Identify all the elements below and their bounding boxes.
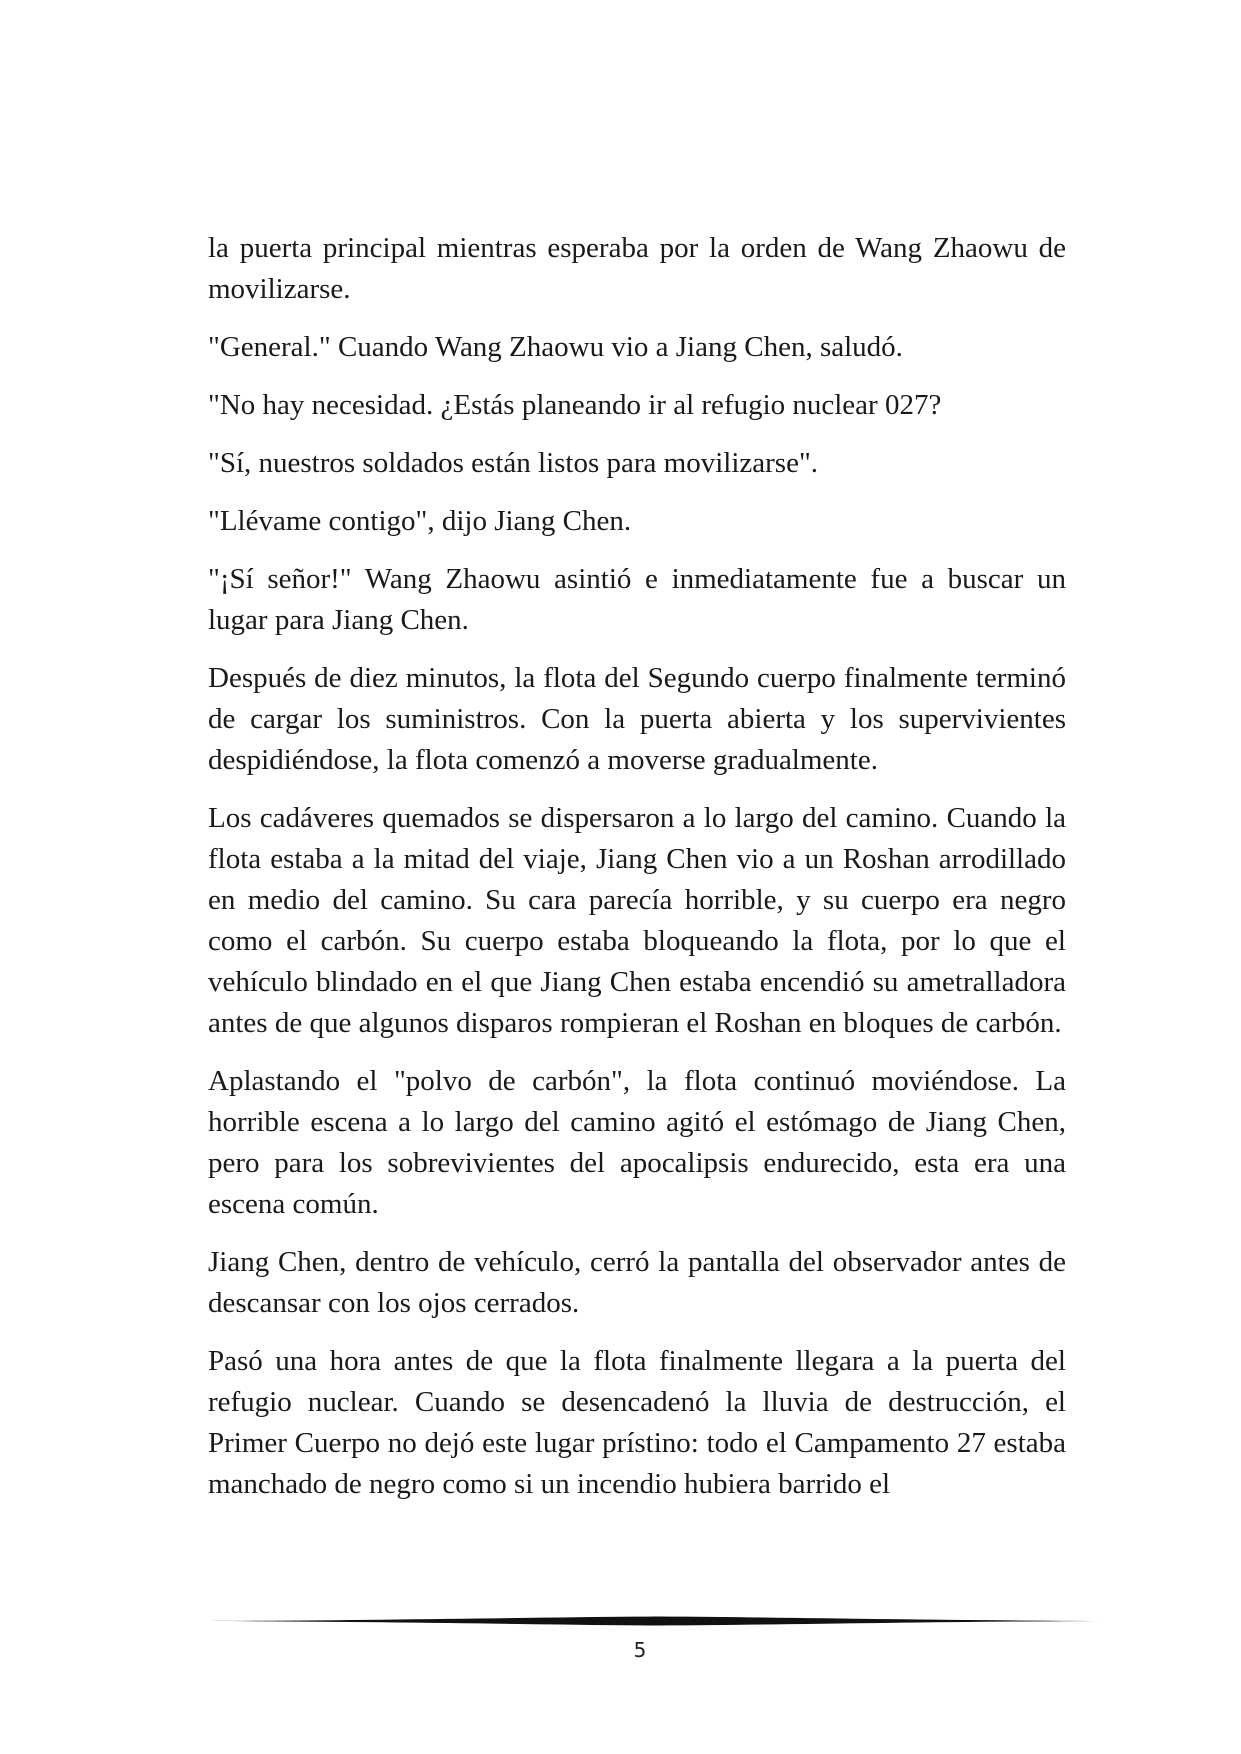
paragraph: la puerta principal mientras esperaba por la orden de Wang Zhaowu de movilizarse. [208,232,1066,305]
paragraph: Aplastando el "polvo de carbón", la flota continuó moviéndose. La horrible escena a lo largo del camino agitó el estómago de Jiang Chen, pero para los sobrevivientes del apocalipsis endurecido, esta era una escena común. [208,1065,1066,1220]
page-body [208,228,1066,1522]
paragraph: "General." Cuando Wang Zhaowu vio a Jiang Chen, saludó. [208,331,903,363]
paragraph: "¡Sí señor!" Wang Zhaowu asintió e inmediatamente fue a buscar un lugar para Jiang Chen. [208,563,1066,636]
paragraph: Pasó una hora antes de que la flota finalmente llegara a la puerta del refugio nuclear. Cuando se desencadenó la lluvia de destrucción, el Primer Cuerpo no dejó este lugar prístino: todo el Campamento 27 estaba manchado de negro como si un incendio hubiera barrido el [208,1345,1066,1500]
footer-rule [208,1614,1110,1628]
paragraph: Los cadáveres quemados se dispersaron a lo largo del camino. Cuando la flota estaba a la mitad del viaje, Jiang Chen vio a un Roshan arrodillado en medio del camino. Su cara parecía horrible, y su cuerpo era negro como el carbón. Su cuerpo estaba bloqueando la flota, por lo que el vehículo blindado en el que Jiang Chen estaba encendió su ametralladora antes de que algunos disparos rompieran el Roshan en bloques de carbón. [208,802,1066,1039]
page-number: 5 [633,1638,647,1662]
paragraph: "Llévame contigo", dijo Jiang Chen. [208,505,632,537]
paragraph: Después de diez minutos, la flota del Segundo cuerpo finalmente terminó de cargar los suministros. Con la puerta abierta y los supervivientes despidiéndose, la flota comenzó a moverse gradualmente. [208,662,1066,776]
paragraph: "No hay necesidad. ¿Estás planeando ir al refugio nuclear 027? [208,389,942,421]
paragraph: "Sí, nuestros soldados están listos para movilizarse". [208,447,819,479]
paragraph: Jiang Chen, dentro de vehículo, cerró la pantalla del observador antes de descansar con los ojos cerrados. [208,1246,1066,1319]
